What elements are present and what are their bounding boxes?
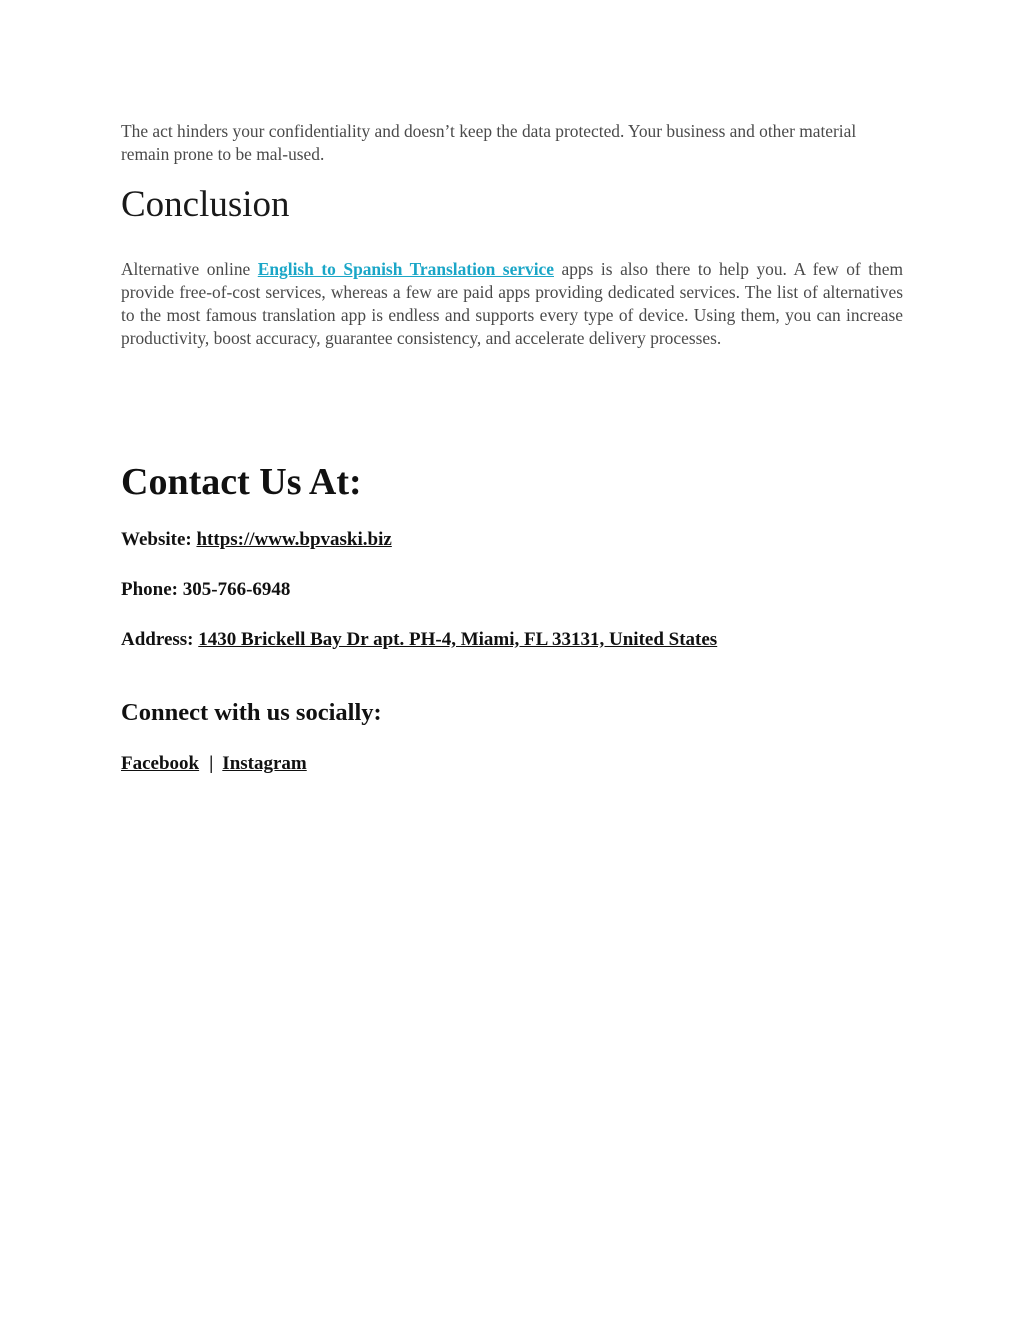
social-separator: | <box>209 753 214 774</box>
address-line <box>121 628 903 652</box>
website-label: Website: <box>121 529 197 550</box>
website-link[interactable]: https://www.bpvaski.biz <box>196 529 392 550</box>
translation-service-link[interactable]: English to Spanish Translation service <box>257 259 554 279</box>
contact-heading: Contact Us At: <box>121 461 362 503</box>
facebook-link[interactable]: Facebook <box>121 753 200 774</box>
document-page <box>121 120 903 776</box>
conclusion-heading: Conclusion <box>121 184 290 225</box>
social-links <box>121 752 903 776</box>
website-line <box>121 528 903 552</box>
phone-line <box>121 578 903 602</box>
social-heading: Connect with us socially: <box>121 699 382 726</box>
instagram-link[interactable]: Instagram <box>222 753 307 774</box>
conclusion-text-before-link: Alternative online <box>121 259 258 279</box>
address-label: Address: <box>121 629 199 650</box>
phone-number: 305-766-6948 <box>182 579 291 600</box>
phone-label: Phone: <box>121 579 183 600</box>
address-link[interactable]: 1430 Brickell Bay Dr apt. PH-4, Miami, FL 33131, United States <box>198 629 718 650</box>
conclusion-paragraph <box>121 258 903 350</box>
intro-paragraph: The act hinders your confidentiality and doesn’t keep the data protected. Your business and other material remain prone to be mal-used. <box>121 121 857 164</box>
conclusion-text-after-link: apps is also there to help you. A few of them provide free-of-cost services, whereas a few are paid apps providing dedicated services. The list of alternatives to the most famous translation app is endless and supports every type of device. Using them, you can increase productivity, boost accuracy, guarantee consistency, and accelerate delivery processes. <box>121 259 903 348</box>
